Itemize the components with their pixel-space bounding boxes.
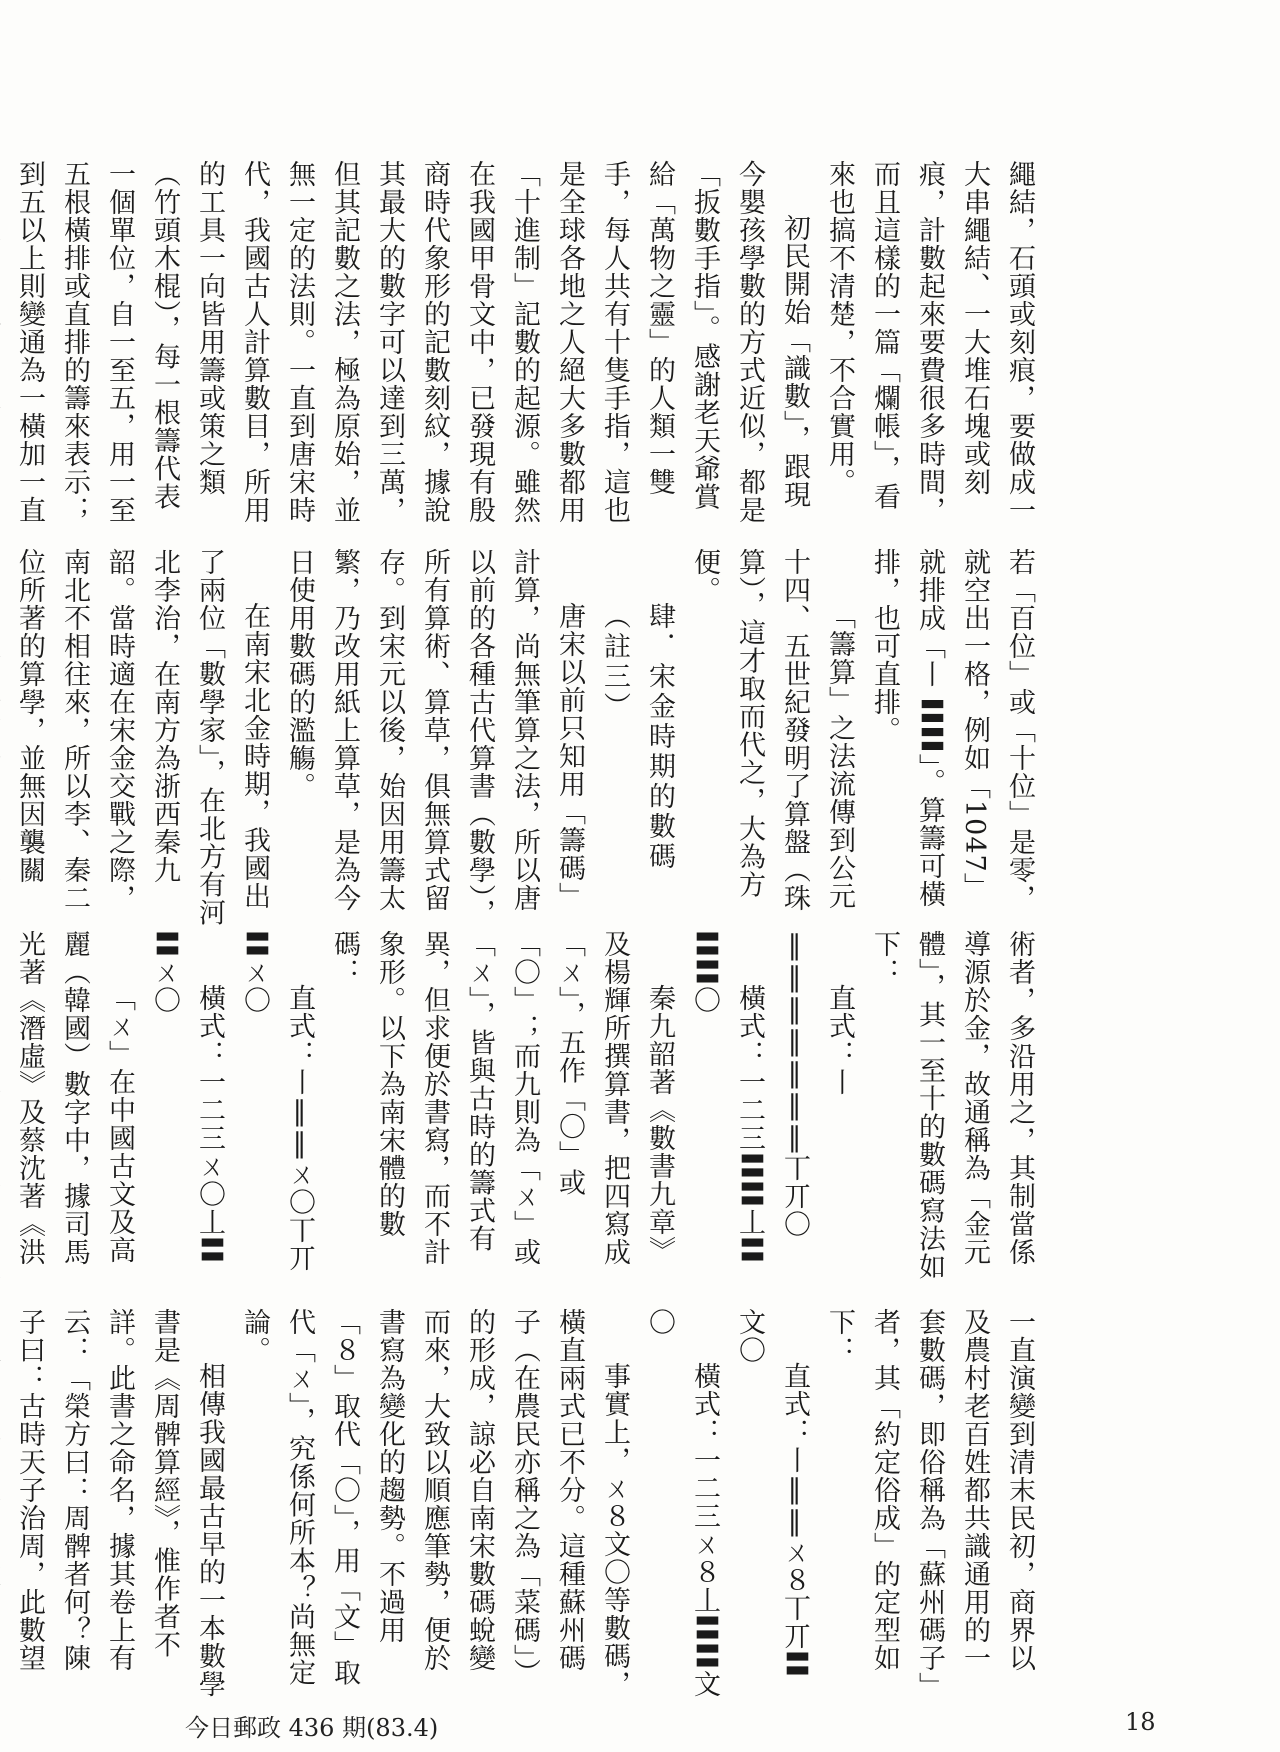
paragraph: 秦九韶著《數書九章》及楊輝所撰算書，把四寫成「ㄨ」，五作「〇」或「〇」；而九則為「ㄨ」或「ㄨ」，皆與古時的籌式有異，但求便於書寫，而不計象形。以下為南宋體的數碼：: [329, 930, 675, 1266]
paragraph: 繩結，石頭或刻痕，要做成一大串繩結、一大堆石塊或刻痕，計數起來要費很多時間，而且這樣的一篇「爛帳」，看來也搞不清楚，不合實用。: [824, 160, 1035, 524]
page-number: 18: [1125, 1708, 1156, 1736]
publication-footer: 今日郵政 436 期(83.4): [185, 1714, 439, 1742]
paragraph: 事實上，ㄨ８文〇等數碼，橫直兩式已不分。這種蘇州碼子（在農民亦稱之為「菜碼」）的形成，諒必自南宋數碼蛻變而來，大致以順應筆勢，便於書寫為變化的趨勢。不過用「８」取代「〇」，用「文」取代「ㄨ」，究係何所本？尚無定論。: [239, 1308, 630, 1698]
section-heading: 肆．宋金時期的數碼（註三）: [599, 602, 675, 872]
text-band-1: [14, 160, 1042, 525]
paragraph: 唐宋以前只知用「籌碼」計算，尚無筆算之法，所以唐以前的各種古代算書（數學），所有算術、算草，俱無算式留存。到宋元以後，始因用籌太繁，乃改用紙上算草，是為今日使用數碼的濫觴。: [284, 548, 585, 927]
paragraph: 在南宋北金時期，我國出了兩位「數學家」，在北方有河北李治，在南方為浙西秦九韶。當時適在宋金交戰之際，南北不相往來，所以李、秦二位所著的算學，並無因襲關: [14, 548, 270, 927]
numeral-horizontal-form: 橫式：一二三ㄨ〇丄〓〓ㄨ〇: [149, 930, 225, 1264]
numeral-vertical-form: 直式：丨‖‖‖‖‖‖‖丅丌〇: [779, 930, 855, 1238]
numeral-horizontal-form: 橫式：一二三ㄨ８丄〓〓文〇: [644, 1308, 720, 1698]
paragraph: 一直演變到清末民初，商界以及農村老百姓都共識通用的一套數碼，即俗稱為「蘇州碼子」者，其「約定俗成」的定型如下：: [824, 1308, 1035, 1687]
paragraph: 「ㄨ」在中國古文及高麗（韓國）數字中，據司馬光著《潛虛》及蔡沈著《洪: [14, 930, 135, 1266]
paragraph: 「籌算」之法流傳到公元十四、五世紀發明了算盤（珠算），這才取而代之，大為方便。: [689, 548, 855, 912]
paragraph: 術者，多沿用之，其制當係導源於金，故通稱為「金元體」，其一至十的數碼寫法如下：: [869, 930, 1035, 1281]
numeral-horizontal-form: 橫式：一二三〓〓丄〓〓〓〇: [689, 930, 765, 1264]
text-band-3: [14, 930, 1042, 1285]
paragraph: 若「百位」或「十位」是零，就空出一格，例如「1047」就排成「丨 〓〓」。算籌可橫排，也可直排。: [869, 548, 1035, 912]
numeral-vertical-form: 直式：丨‖‖ㄨ〇丅丌〓ㄨ〇: [239, 930, 315, 1272]
numeral-vertical-form: 直式：丨‖‖ㄨ８丅丌〓文〇: [734, 1308, 810, 1678]
text-band-2: [14, 548, 1042, 928]
paragraph: 相傳我國最古早的一本數學書是《周髀算經》，惟作者不詳。此書之命名，據其卷上有云：「榮方曰：周髀者何？陳子曰：古時天子治周，此數望: [14, 1308, 225, 1698]
paragraph: 初民開始「識數」，跟現今嬰孩學數的方式近似，都是「扳數手指」。感謝老天爺賞給「萬物之靈」的人類一雙手，每人共有十隻手指，這也是全球各地之人絕大多數都用「十進制」記數的起源。雖然在我國甲骨文中，已發現有殷商時代象形的記數刻紋，據說其最大的數字可以達到三萬，但其記數之法，極為原始，並無一定的法則。一直到唐宋時代，我國古人計算數目，所用的工具一向皆用籌或策之類（竹頭木棍），每一根籌代表一個單位，自一至五，用一至五根橫排或直排的籌來表示；到五以上則變通為一橫加一直: [14, 160, 810, 524]
text-band-4: [14, 1308, 1042, 1698]
